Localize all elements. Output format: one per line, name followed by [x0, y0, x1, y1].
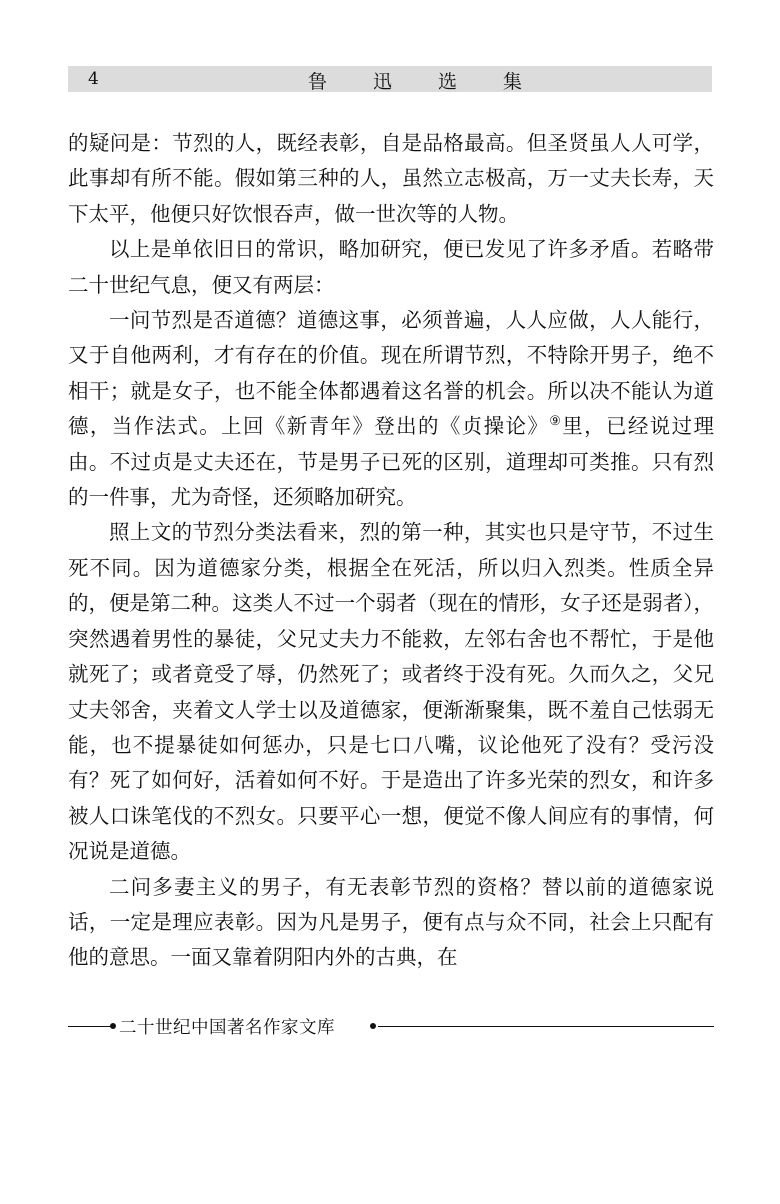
paragraph-text: 一问节烈是否道德？道德这事，必须普遍，人人应做，人人能行，又于自他两利，才有存在的价值。现在所谓节烈，不特除开男子，绝不相干；就是女子，也不能全体都遇着这名誉的机会。所以决不能认为道德，当作法式。上回《新青年》登出的《贞操论》 [68, 308, 714, 439]
paragraph: 的疑问是：节烈的人，既经表彰，自是品格最高。但圣贤虽人人可学，此事却有所不能。假如第三种的人，虽然立志极高，万一丈夫长寿，天下太平，他便只好饮恨吞声，做一世次等的人物。 [68, 131, 714, 226]
running-header [68, 66, 712, 92]
book-title: 鲁迅选集 [308, 71, 569, 93]
paragraph-text: 里，已经说过理由。不过贞是丈夫还在，节是男子已死的区别，道理却可类推。只有烈的一件事，尤为奇怪，还须略加研究。 [68, 414, 715, 510]
body-text [68, 126, 714, 976]
series-footer [68, 1013, 714, 1039]
paragraph [68, 303, 714, 515]
footer-rule [378, 1026, 714, 1027]
page-number: 4 [88, 69, 99, 89]
series-title: 二十世纪中国著名作家文库 [119, 1018, 335, 1038]
footer-bullet [370, 1023, 376, 1029]
footer-rule [68, 1026, 112, 1027]
paragraph: 二问多妻主义的男子，有无表彰节烈的资格？替以前的道德家说话，一定是理应表彰。因为凡是男子，便有点与众不同，社会上只配有他的意思。一面又靠着阴阳内外的古典，在 [68, 874, 714, 970]
paragraph: 照上文的节烈分类法看来，烈的第一种，其实也只是守节，不过生死不同。因为道德家分类，根据全在死活，所以归入烈类。性质全异的，便是第二种。这类人不过一个弱者（现在的情形，女子还是弱者），突然遇着男性的暴徒，父兄丈夫力不能救，左邻右舍也不帮忙，于是他就死了；或者竟受了辱，仍然死了；或者终于没有死。久而久之，父兄丈夫邻舍，夹着文人学士以及道德家，便渐渐聚集，既不羞自己怯弱无能，也不提暴徒如何惩办，只是七口八嘴，议论他死了没有？受污没有？死了如何好，活着如何不好。于是造出了许多光荣的烈女，和许多被人口诛笔伐的不烈女。只要平心一想，便觉不像人间应有的事情，何况说是道德。 [68, 520, 714, 864]
endnote-marker: ⑨ [549, 414, 563, 430]
paragraph: 以上是单依旧日的常识，略加研究，便已发见了许多矛盾。若略带二十世纪气息，便又有两层： [68, 237, 714, 297]
footer-bullet [110, 1023, 116, 1029]
